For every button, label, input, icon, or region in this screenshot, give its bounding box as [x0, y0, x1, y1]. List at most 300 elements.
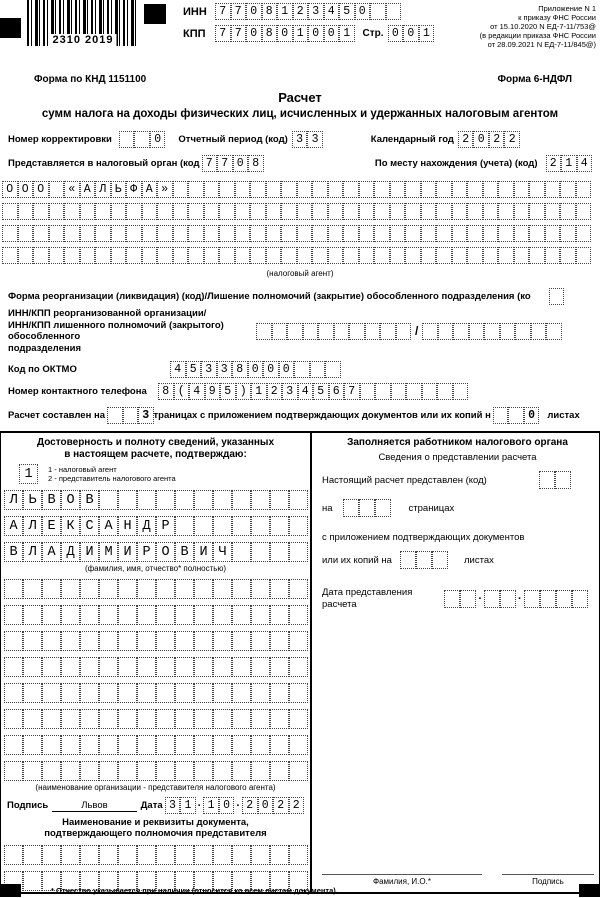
cell[interactable] — [137, 579, 156, 599]
cell[interactable] — [204, 181, 220, 198]
cell[interactable] — [325, 361, 341, 378]
representative-org-row[interactable] — [1, 631, 308, 651]
cell[interactable] — [281, 247, 297, 264]
cell[interactable] — [137, 605, 156, 625]
cell[interactable]: 0 — [246, 25, 262, 42]
cell[interactable] — [251, 631, 270, 651]
cell[interactable] — [232, 709, 251, 729]
cell[interactable] — [545, 203, 561, 220]
cell[interactable] — [334, 323, 350, 340]
cell[interactable] — [213, 657, 232, 677]
cell[interactable] — [99, 735, 118, 755]
cell[interactable]: А — [4, 516, 23, 536]
cell[interactable] — [4, 579, 23, 599]
cell[interactable] — [251, 683, 270, 703]
cell[interactable] — [137, 709, 156, 729]
cell[interactable] — [99, 490, 118, 510]
cell[interactable] — [95, 203, 111, 220]
cell[interactable]: 5 — [313, 383, 329, 400]
tax-agent-name-row[interactable] — [2, 181, 600, 198]
cell[interactable] — [137, 631, 156, 651]
representative-org-row[interactable] — [1, 709, 308, 729]
cell[interactable]: 0 — [324, 25, 340, 42]
cell[interactable] — [23, 579, 42, 599]
cell[interactable] — [251, 605, 270, 625]
cell[interactable] — [235, 247, 251, 264]
cell[interactable] — [359, 203, 375, 220]
cell[interactable] — [118, 657, 137, 677]
cell[interactable] — [436, 181, 452, 198]
cell[interactable] — [175, 490, 194, 510]
cell[interactable]: 1 — [561, 155, 577, 172]
cell[interactable] — [380, 323, 396, 340]
cell[interactable] — [374, 181, 390, 198]
cell[interactable]: А — [142, 181, 158, 198]
cell[interactable] — [80, 631, 99, 651]
office-pages-field[interactable] — [343, 499, 391, 517]
cell[interactable] — [289, 631, 308, 651]
cell[interactable] — [175, 657, 194, 677]
cell[interactable] — [405, 225, 421, 242]
cell[interactable]: А — [42, 542, 61, 562]
cell[interactable] — [118, 490, 137, 510]
cell[interactable] — [137, 735, 156, 755]
cell[interactable] — [289, 845, 308, 865]
cell[interactable]: 5 — [220, 383, 236, 400]
cell[interactable] — [99, 579, 118, 599]
cell[interactable]: 0 — [524, 407, 540, 424]
cell[interactable]: 0 — [246, 3, 262, 20]
cell[interactable] — [294, 361, 310, 378]
cell[interactable] — [289, 657, 308, 677]
cell[interactable] — [270, 605, 289, 625]
cell[interactable] — [42, 683, 61, 703]
cell[interactable] — [531, 323, 547, 340]
signature-value[interactable]: Львов — [52, 800, 136, 812]
cell[interactable] — [42, 657, 61, 677]
cell[interactable] — [250, 181, 266, 198]
cell[interactable] — [80, 761, 99, 781]
cell[interactable] — [508, 407, 524, 424]
cell[interactable] — [123, 407, 139, 424]
cell[interactable] — [194, 605, 213, 625]
cell[interactable] — [270, 657, 289, 677]
cell[interactable] — [23, 605, 42, 625]
cell[interactable] — [213, 845, 232, 865]
cell[interactable]: Е — [42, 516, 61, 536]
cell[interactable] — [421, 225, 437, 242]
representative-org-row[interactable] — [1, 579, 308, 599]
cell[interactable] — [173, 225, 189, 242]
cell[interactable] — [539, 471, 555, 489]
signer-type-checkbox[interactable] — [19, 464, 38, 484]
cell[interactable] — [118, 631, 137, 651]
cell[interactable] — [49, 247, 65, 264]
cell[interactable] — [436, 203, 452, 220]
cell[interactable] — [64, 247, 80, 264]
cell[interactable] — [270, 631, 289, 651]
cell[interactable]: 2 — [293, 3, 309, 20]
cell[interactable]: В — [4, 542, 23, 562]
cell[interactable]: В — [42, 490, 61, 510]
cell[interactable] — [310, 361, 326, 378]
cell[interactable] — [194, 657, 213, 677]
cell[interactable] — [157, 247, 173, 264]
cell[interactable] — [61, 605, 80, 625]
cell[interactable]: 2 — [504, 131, 520, 148]
cell[interactable] — [250, 225, 266, 242]
cell[interactable] — [42, 605, 61, 625]
cell[interactable] — [232, 735, 251, 755]
calendar-year-field[interactable] — [458, 131, 520, 148]
cell[interactable] — [572, 590, 588, 608]
cell[interactable] — [272, 323, 288, 340]
cell[interactable] — [49, 203, 65, 220]
cell[interactable] — [312, 225, 328, 242]
cell[interactable]: 0 — [263, 361, 279, 378]
cell[interactable] — [251, 735, 270, 755]
representative-org-row[interactable] — [1, 735, 308, 755]
cell[interactable] — [4, 657, 23, 677]
cell[interactable] — [126, 225, 142, 242]
cell[interactable] — [289, 761, 308, 781]
cell[interactable] — [80, 579, 99, 599]
official-signature-line[interactable] — [502, 874, 594, 875]
cell[interactable] — [391, 383, 407, 400]
cell[interactable] — [256, 323, 272, 340]
cell[interactable] — [23, 761, 42, 781]
cell[interactable] — [281, 225, 297, 242]
cell[interactable] — [266, 225, 282, 242]
cell[interactable] — [390, 225, 406, 242]
cell[interactable] — [42, 735, 61, 755]
cell[interactable] — [297, 225, 313, 242]
firstname-field[interactable] — [1, 516, 308, 536]
cell[interactable] — [390, 181, 406, 198]
cell[interactable] — [405, 203, 421, 220]
cell[interactable] — [219, 203, 235, 220]
cell[interactable] — [270, 845, 289, 865]
cell[interactable] — [157, 225, 173, 242]
cell[interactable] — [194, 761, 213, 781]
cell[interactable] — [514, 203, 530, 220]
cell[interactable]: 3 — [217, 361, 233, 378]
cell[interactable] — [343, 181, 359, 198]
surname-field[interactable] — [1, 490, 308, 510]
cell[interactable] — [64, 225, 80, 242]
cell[interactable] — [175, 683, 194, 703]
cell[interactable] — [289, 490, 308, 510]
cell[interactable] — [156, 761, 175, 781]
cell[interactable] — [359, 225, 375, 242]
report-period-field[interactable] — [292, 131, 323, 148]
cell[interactable]: 2 — [273, 797, 289, 814]
cell[interactable]: 3 — [282, 383, 298, 400]
cell[interactable]: Л — [23, 516, 42, 536]
cell[interactable] — [61, 735, 80, 755]
cell[interactable] — [266, 203, 282, 220]
tax-agent-name-row[interactable] — [2, 225, 600, 242]
cell[interactable] — [126, 247, 142, 264]
cell[interactable] — [118, 761, 137, 781]
cell[interactable] — [61, 683, 80, 703]
cell[interactable]: Н — [118, 516, 137, 536]
cell[interactable] — [107, 407, 123, 424]
cell[interactable]: 5 — [186, 361, 202, 378]
sign-date-year-field[interactable] — [242, 797, 304, 814]
cell[interactable]: 1 — [19, 464, 38, 484]
cell[interactable] — [80, 657, 99, 677]
cell[interactable] — [289, 516, 308, 536]
cell[interactable] — [156, 605, 175, 625]
reorganization-code-field[interactable] — [549, 288, 565, 305]
cell[interactable] — [188, 181, 204, 198]
cell[interactable]: 8 — [262, 25, 278, 42]
cell[interactable] — [213, 516, 232, 536]
cell[interactable] — [64, 203, 80, 220]
cell[interactable] — [303, 323, 319, 340]
copies-count-field[interactable] — [493, 407, 540, 424]
cell[interactable] — [484, 590, 500, 608]
submission-date-day-field[interactable] — [444, 590, 476, 608]
cell[interactable] — [111, 203, 127, 220]
cell[interactable] — [235, 181, 251, 198]
cell[interactable] — [287, 323, 303, 340]
cell[interactable] — [232, 579, 251, 599]
pages-count-field[interactable] — [107, 407, 154, 424]
cell[interactable] — [80, 845, 99, 865]
cell[interactable] — [156, 683, 175, 703]
cell[interactable] — [289, 735, 308, 755]
cell[interactable] — [137, 683, 156, 703]
cell[interactable] — [386, 3, 402, 20]
cell[interactable]: 8 — [262, 3, 278, 20]
inn-field[interactable] — [215, 3, 401, 20]
cell[interactable] — [42, 631, 61, 651]
cell[interactable] — [118, 709, 137, 729]
tax-authority-field[interactable] — [202, 155, 264, 172]
cell[interactable] — [61, 631, 80, 651]
cell[interactable] — [134, 131, 150, 148]
cell[interactable] — [235, 203, 251, 220]
cell[interactable]: 2 — [242, 797, 258, 814]
sign-date-month-field[interactable] — [203, 797, 234, 814]
cell[interactable] — [270, 542, 289, 562]
cell[interactable] — [251, 490, 270, 510]
cell[interactable] — [23, 657, 42, 677]
cell[interactable] — [33, 247, 49, 264]
cell[interactable] — [436, 225, 452, 242]
cell[interactable]: Р — [137, 542, 156, 562]
cell[interactable] — [99, 761, 118, 781]
cell[interactable]: 1 — [203, 797, 219, 814]
cell[interactable] — [194, 490, 213, 510]
reorg-inn-field[interactable] — [256, 323, 411, 340]
cell[interactable] — [405, 247, 421, 264]
cell[interactable] — [4, 761, 23, 781]
cell[interactable] — [156, 631, 175, 651]
cell[interactable]: 0 — [279, 361, 295, 378]
cell[interactable] — [498, 203, 514, 220]
cell[interactable]: В — [175, 542, 194, 562]
cell[interactable]: Л — [4, 490, 23, 510]
cell[interactable]: 4 — [170, 361, 186, 378]
cell[interactable] — [156, 735, 175, 755]
cell[interactable] — [213, 579, 232, 599]
cell[interactable]: И — [80, 542, 99, 562]
cell[interactable] — [375, 383, 391, 400]
cell[interactable] — [61, 709, 80, 729]
cell[interactable]: 8 — [248, 155, 264, 172]
cell[interactable]: 0 — [277, 25, 293, 42]
cell[interactable] — [483, 203, 499, 220]
cell[interactable] — [312, 203, 328, 220]
cell[interactable]: 5 — [339, 3, 355, 20]
cell[interactable] — [406, 383, 422, 400]
cell[interactable] — [281, 203, 297, 220]
cell[interactable] — [188, 203, 204, 220]
cell[interactable] — [4, 631, 23, 651]
cell[interactable] — [156, 845, 175, 865]
page-number-field[interactable] — [388, 25, 435, 42]
cell[interactable] — [80, 683, 99, 703]
cell[interactable] — [4, 683, 23, 703]
cell[interactable] — [157, 203, 173, 220]
cell[interactable] — [156, 657, 175, 677]
contact-phone-field[interactable] — [158, 383, 468, 400]
cell[interactable]: 1 — [293, 25, 309, 42]
cell[interactable]: Р — [156, 516, 175, 536]
cell[interactable] — [421, 247, 437, 264]
cell[interactable] — [452, 181, 468, 198]
cell[interactable] — [99, 631, 118, 651]
cell[interactable] — [289, 542, 308, 562]
cell[interactable] — [137, 490, 156, 510]
cell[interactable]: 6 — [329, 383, 345, 400]
cell[interactable] — [297, 203, 313, 220]
cell[interactable] — [328, 247, 344, 264]
cell[interactable]: В — [80, 490, 99, 510]
cell[interactable]: Ь — [111, 181, 127, 198]
cell[interactable] — [251, 657, 270, 677]
cell[interactable]: 0 — [258, 797, 274, 814]
cell[interactable] — [270, 516, 289, 536]
cell[interactable] — [219, 247, 235, 264]
cell[interactable]: 4 — [298, 383, 314, 400]
cell[interactable] — [328, 225, 344, 242]
cell[interactable] — [42, 845, 61, 865]
cell[interactable] — [484, 323, 500, 340]
cell[interactable]: 7 — [231, 3, 247, 20]
cell[interactable]: О — [2, 181, 18, 198]
cell[interactable] — [432, 551, 448, 569]
cell[interactable]: 2 — [267, 383, 283, 400]
cell[interactable] — [80, 225, 96, 242]
cell[interactable] — [2, 225, 18, 242]
cell[interactable] — [297, 181, 313, 198]
cell[interactable] — [213, 761, 232, 781]
cell[interactable]: 3 — [201, 361, 217, 378]
cell[interactable] — [266, 181, 282, 198]
cell[interactable] — [390, 247, 406, 264]
cell[interactable] — [18, 247, 34, 264]
cell[interactable] — [514, 247, 530, 264]
cell[interactable]: 4 — [324, 3, 340, 20]
cell[interactable]: Д — [61, 542, 80, 562]
cell[interactable] — [213, 490, 232, 510]
cell[interactable] — [545, 181, 561, 198]
cell[interactable]: А — [99, 516, 118, 536]
correction-number-field[interactable] — [119, 131, 166, 148]
cell[interactable] — [529, 225, 545, 242]
cell[interactable]: 1 — [339, 25, 355, 42]
cell[interactable] — [2, 247, 18, 264]
cell[interactable] — [95, 247, 111, 264]
cell[interactable] — [18, 225, 34, 242]
cell[interactable]: Л — [23, 542, 42, 562]
cell[interactable]: 2 — [289, 797, 305, 814]
cell[interactable]: Ч — [213, 542, 232, 562]
tax-agent-name-row[interactable] — [2, 203, 600, 220]
cell[interactable]: 7 — [215, 3, 231, 20]
cell[interactable] — [126, 203, 142, 220]
cell[interactable] — [118, 579, 137, 599]
cell[interactable]: ( — [174, 383, 190, 400]
cell[interactable]: О — [33, 181, 49, 198]
cell[interactable] — [370, 3, 386, 20]
cell[interactable] — [483, 181, 499, 198]
cell[interactable] — [421, 203, 437, 220]
cell[interactable] — [4, 735, 23, 755]
cell[interactable]: 2 — [458, 131, 474, 148]
cell[interactable] — [137, 761, 156, 781]
cell[interactable]: Ф — [126, 181, 142, 198]
cell[interactable] — [156, 579, 175, 599]
cell[interactable] — [375, 499, 391, 517]
cell[interactable] — [232, 605, 251, 625]
cell[interactable] — [23, 735, 42, 755]
cell[interactable] — [213, 735, 232, 755]
cell[interactable]: « — [64, 181, 80, 198]
cell[interactable] — [343, 499, 359, 517]
cell[interactable] — [421, 181, 437, 198]
cell[interactable]: 0 — [219, 797, 235, 814]
cell[interactable] — [194, 516, 213, 536]
cell[interactable] — [42, 709, 61, 729]
submission-date-month-field[interactable] — [484, 590, 516, 608]
cell[interactable] — [498, 225, 514, 242]
cell[interactable] — [80, 605, 99, 625]
cell[interactable] — [343, 203, 359, 220]
cell[interactable] — [374, 203, 390, 220]
cell[interactable] — [416, 551, 432, 569]
cell[interactable] — [173, 203, 189, 220]
cell[interactable] — [556, 590, 572, 608]
cell[interactable] — [349, 323, 365, 340]
cell[interactable]: Д — [137, 516, 156, 536]
cell[interactable] — [576, 247, 592, 264]
cell[interactable] — [175, 516, 194, 536]
cell[interactable] — [118, 735, 137, 755]
cell[interactable] — [438, 323, 454, 340]
cell[interactable] — [156, 490, 175, 510]
cell[interactable] — [42, 579, 61, 599]
cell[interactable] — [232, 657, 251, 677]
cell[interactable] — [453, 323, 469, 340]
official-name-signature-line[interactable] — [322, 874, 482, 875]
cell[interactable] — [95, 225, 111, 242]
cell[interactable]: 7 — [202, 155, 218, 172]
